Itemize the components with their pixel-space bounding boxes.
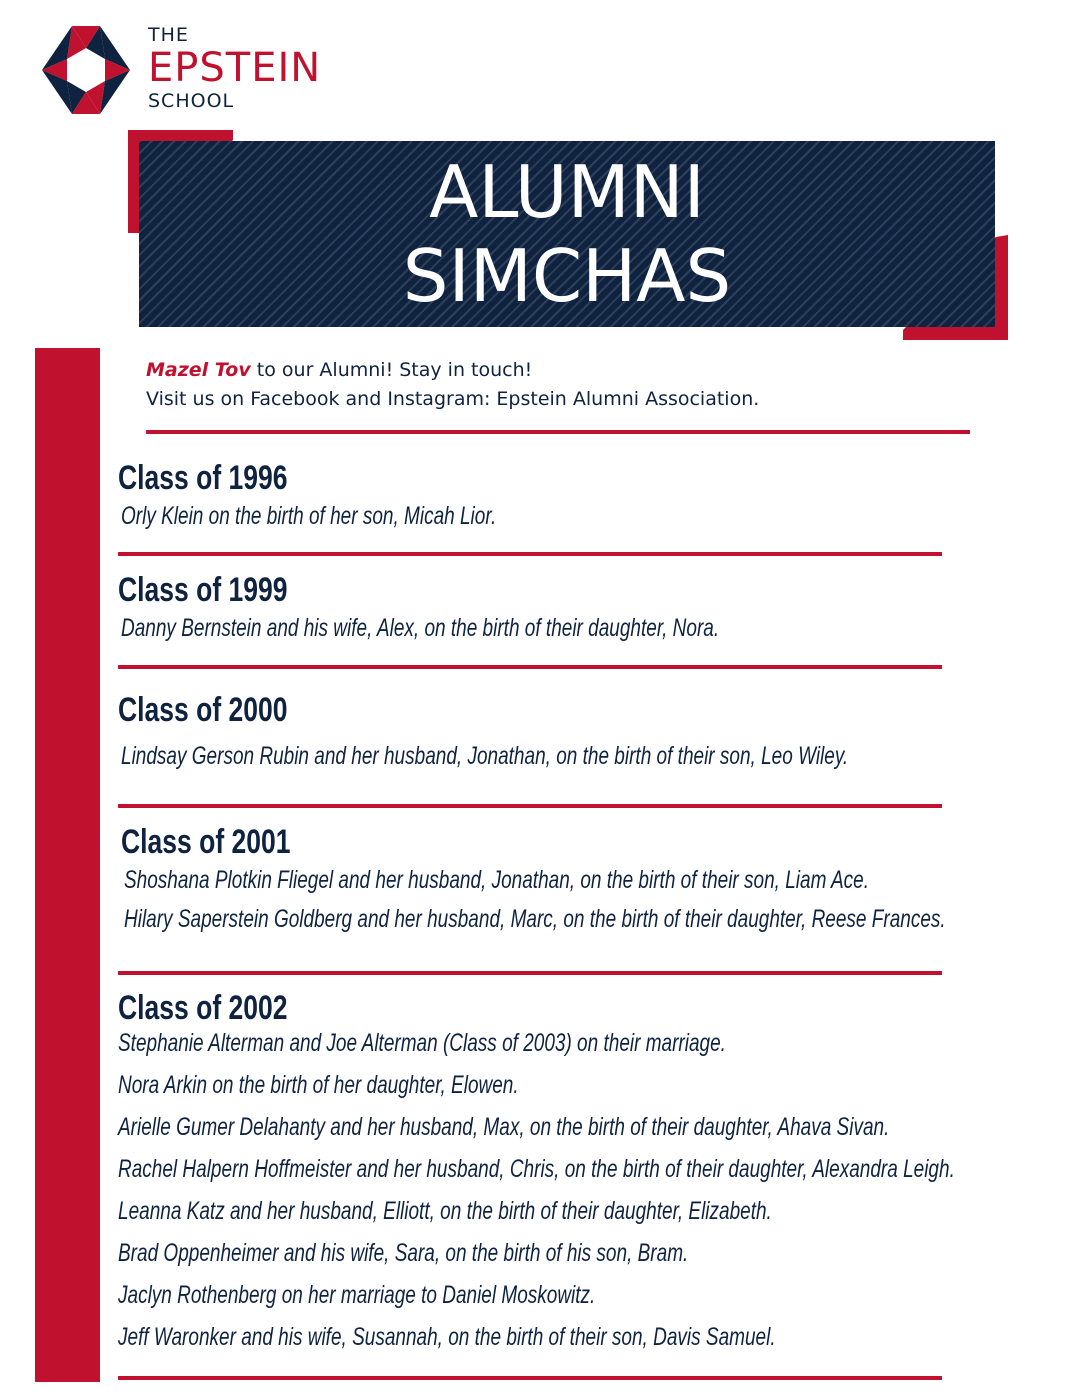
simcha-entry: Arielle Gumer Delahanty and her husband, Max, on the birth of their daughter, Ahava Sivan. xyxy=(118,1113,890,1141)
class-title: Class of 2002 xyxy=(118,989,288,1027)
mazel-tov-text: Mazel Tov xyxy=(146,359,251,381)
logo-school: SCHOOL xyxy=(148,90,235,112)
divider xyxy=(118,971,942,975)
divider xyxy=(146,430,970,434)
intro-line-1 xyxy=(146,356,759,385)
class-title: Class of 2000 xyxy=(118,691,288,729)
simcha-entry: Nora Arkin on the birth of her daughter, Elowen. xyxy=(118,1071,519,1099)
logo-epstein: EPSTEIN xyxy=(148,45,322,91)
simcha-entry: Rachel Halpern Hoffmeister and her husband, Chris, on the birth of their daughter, Alexandra Leigh. xyxy=(118,1155,955,1183)
class-section-2002 xyxy=(118,988,1038,1352)
logo-the: THE xyxy=(148,24,189,46)
simcha-entry: Lindsay Gerson Rubin and her husband, Jonathan, on the birth of their son, Leo Wiley. xyxy=(121,742,849,770)
title-line-2: SIMCHAS xyxy=(402,234,732,318)
divider xyxy=(118,1376,942,1380)
class-section-1996 xyxy=(118,458,1038,531)
title-line-1: ALUMNI xyxy=(429,150,705,234)
star-logo-icon xyxy=(38,22,134,118)
logo-wordmark xyxy=(148,24,321,112)
simcha-entry: Danny Bernstein and his wife, Alex, on the birth of their daughter, Nora. xyxy=(121,614,720,642)
simcha-entry: Stephanie Alterman and Joe Alterman (Class of 2003) on their marriage. xyxy=(118,1029,726,1057)
intro-text xyxy=(146,356,759,414)
class-section-2001 xyxy=(121,822,1041,934)
divider xyxy=(118,665,942,669)
simcha-entry: Jaclyn Rothenberg on her marriage to Daniel Moskowitz. xyxy=(118,1281,596,1309)
intro-line-2: Visit us on Facebook and Instagram: Epstein Alumni Association. xyxy=(146,388,760,410)
title-banner xyxy=(128,130,1008,340)
simcha-entry: Jeff Waronker and his wife, Susannah, on the birth of their son, Davis Samuel. xyxy=(118,1323,776,1351)
school-logo xyxy=(38,22,322,118)
simcha-entry: Hilary Saperstein Goldberg and her husband, Marc, on the birth of their daughter, Reese Frances. xyxy=(124,905,946,933)
class-title: Class of 1996 xyxy=(118,459,288,497)
intro-line-1-rest: to our Alumni! Stay in touch! xyxy=(250,359,533,381)
simcha-entry: Leanna Katz and her husband, Elliott, on the birth of their daughter, Elizabeth. xyxy=(118,1197,772,1225)
class-title: Class of 1999 xyxy=(118,571,288,609)
class-section-2000 xyxy=(118,690,1038,771)
simcha-entry: Orly Klein on the birth of her son, Micah Lior. xyxy=(121,502,497,530)
simcha-entry: Brad Oppenheimer and his wife, Sara, on the birth of his son, Bram. xyxy=(118,1239,689,1267)
page-title xyxy=(139,141,995,327)
class-title: Class of 2001 xyxy=(121,823,291,861)
side-accent-bar xyxy=(35,348,100,1382)
class-section-1999 xyxy=(118,570,1038,643)
divider xyxy=(118,552,942,556)
divider xyxy=(118,804,942,808)
simcha-entry: Shoshana Plotkin Fliegel and her husband, Jonathan, on the birth of their son, Liam Ace. xyxy=(124,866,870,894)
